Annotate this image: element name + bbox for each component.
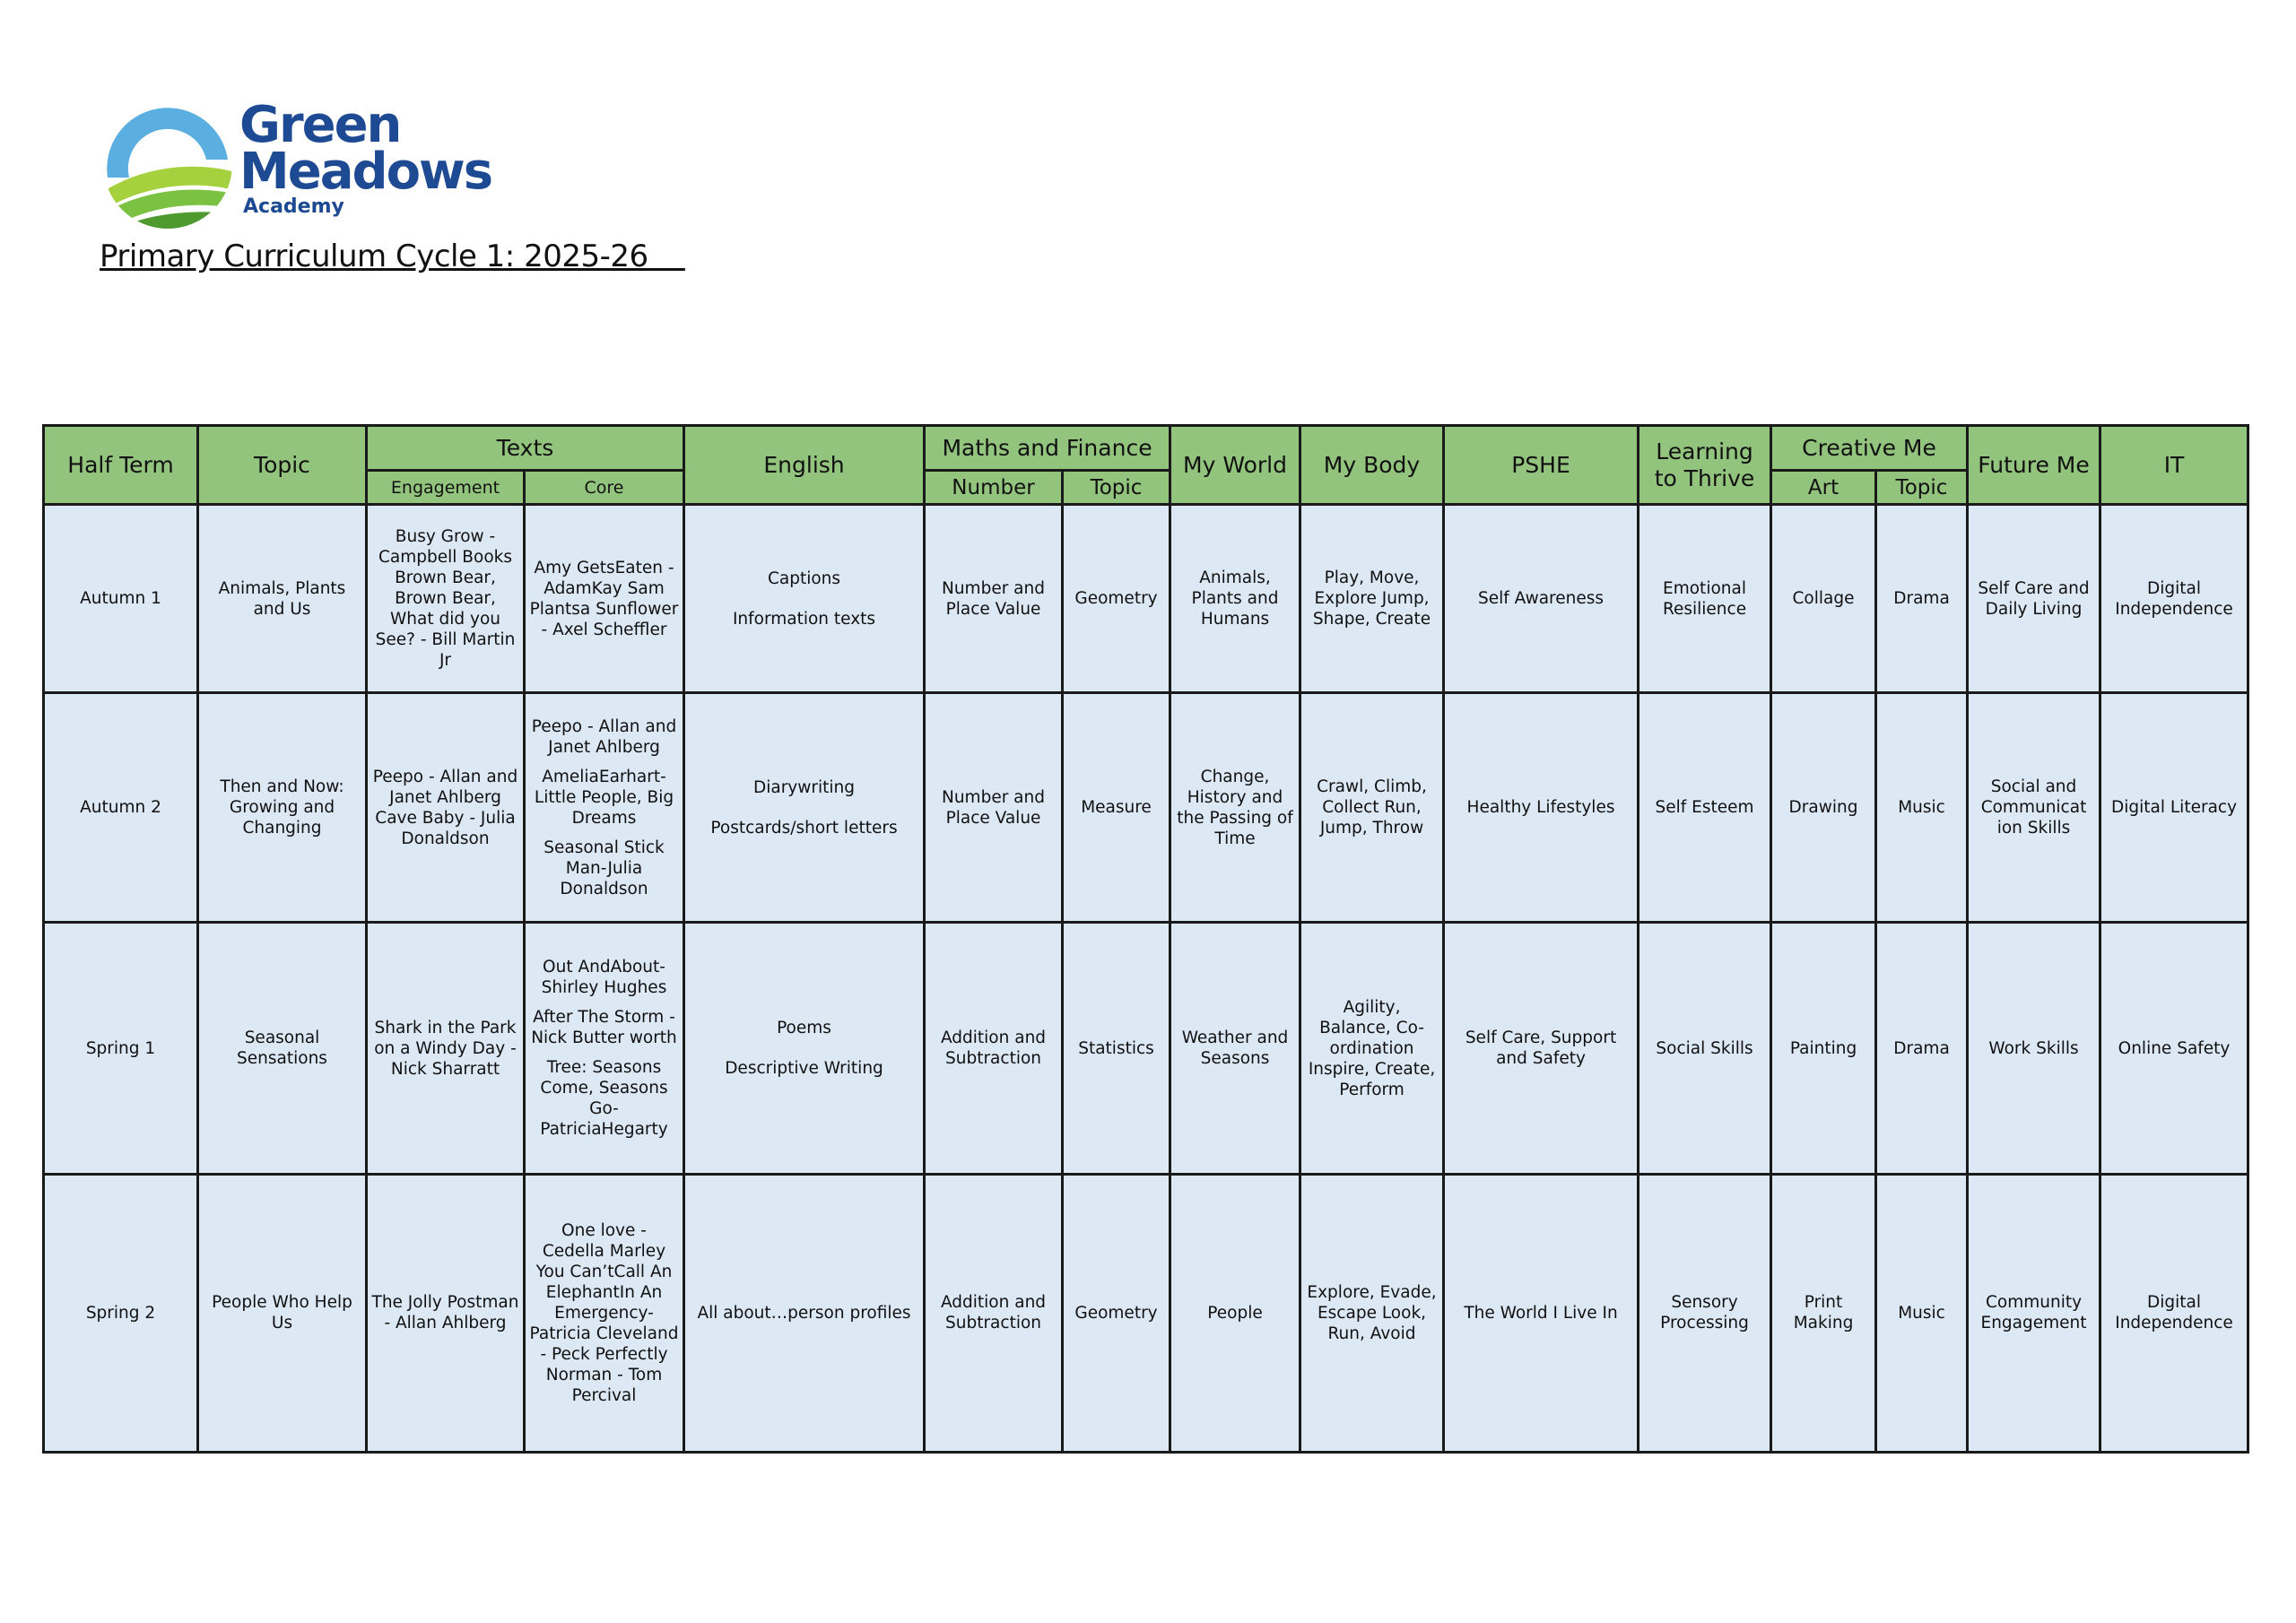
cell-topic: Animals, Plants and Us — [198, 505, 367, 693]
header-english: English — [684, 426, 925, 505]
cell-maths-topic: Geometry — [1063, 1174, 1170, 1452]
cell-pshe: Self Awareness — [1444, 505, 1639, 693]
core-text: Amy GetsEaten - AdamKay Sam Plantsa Sunflower - Axel Scheffler — [529, 558, 679, 639]
cell-engagement: The Jolly Postman - Allan Ahlberg — [367, 1174, 525, 1452]
cell-core — [525, 693, 684, 923]
english-text: Information texts — [732, 609, 876, 629]
english-text: All about…person profiles — [697, 1303, 911, 1323]
header-maths-topic: Topic — [1063, 471, 1170, 505]
table-row — [44, 1174, 2248, 1452]
cell-art: Drawing — [1771, 693, 1876, 923]
cell-maths-topic: Geometry — [1063, 505, 1170, 693]
cell-half-term: Autumn 2 — [44, 693, 198, 923]
header-learning-to-thrive: Learning to Thrive — [1639, 426, 1771, 505]
cell-half-term: Spring 1 — [44, 923, 198, 1174]
cell-my-body: Explore, Evade, Escape Look, Run, Avoid — [1300, 1174, 1444, 1452]
cell-learning: Self Esteem — [1639, 693, 1771, 923]
cell-future: Self Care and Daily Living — [1968, 505, 2100, 693]
cell-pshe: Self Care, Support and Safety — [1444, 923, 1639, 1174]
table-row — [44, 923, 2248, 1174]
table-row — [44, 693, 2248, 923]
logo-line-2: Meadows — [239, 143, 492, 201]
cell-maths-topic: Measure — [1063, 693, 1170, 923]
header-texts: Texts — [367, 426, 684, 471]
cell-engagement: Busy Grow - Campbell Books Brown Bear, Brown Bear, What did you See? - Bill Martin Jr — [367, 505, 525, 693]
english-text: Captions — [767, 568, 841, 588]
page-title: Primary Curriculum Cycle 1: 2025-26 — [100, 239, 685, 274]
cell-english — [684, 923, 925, 1174]
cell-creative-topic: Drama — [1876, 505, 1968, 693]
cell-maths-number: Number and Place Value — [925, 693, 1063, 923]
cell-engagement: Peepo - Allan and Janet Ahlberg Cave Baby - Julia Donaldson — [367, 693, 525, 923]
core-text: Seasonal Stick Man-Julia Donaldson — [544, 838, 665, 898]
cell-engagement: Shark in the Park on a Windy Day - Nick Sharratt — [367, 923, 525, 1174]
cell-art: Collage — [1771, 505, 1876, 693]
cell-maths-number: Number and Place Value — [925, 505, 1063, 693]
cell-english — [684, 505, 925, 693]
english-text: Poems — [777, 1019, 831, 1038]
cell-pshe: Healthy Lifestyles — [1444, 693, 1639, 923]
header-half-term: Half Term — [44, 426, 198, 505]
cell-my-world: Animals, Plants and Humans — [1170, 505, 1300, 693]
header-topic: Topic — [198, 426, 367, 505]
cell-english — [684, 1174, 925, 1452]
header-creative-topic: Topic — [1876, 471, 1968, 505]
core-text: Tree: Seasons Come, Seasons Go-PatriciaHegarty — [540, 1058, 668, 1140]
cell-maths-topic: Statistics — [1063, 923, 1170, 1174]
cell-maths-number: Addition and Subtraction — [925, 1174, 1063, 1452]
english-text: Diarywriting — [752, 777, 855, 797]
cell-creative-topic: Music — [1876, 1174, 1968, 1452]
header-future-me: Future Me — [1968, 426, 2100, 505]
cell-learning: Social Skills — [1639, 923, 1771, 1174]
cell-topic: Then and Now: Growing and Changing — [198, 693, 367, 923]
header-texts-engagement: Engagement — [367, 471, 525, 505]
english-text: Postcards/short letters — [710, 818, 898, 838]
cell-my-world: People — [1170, 1174, 1300, 1452]
cell-it: Digital Independence — [2100, 1174, 2248, 1452]
cell-learning: Emotional Resilience — [1639, 505, 1771, 693]
header-it: IT — [2100, 426, 2248, 505]
table-row — [44, 505, 2248, 693]
academy-logo — [100, 96, 492, 231]
logo-emblem-icon — [100, 97, 235, 231]
header-creative-art: Art — [1771, 471, 1876, 505]
cell-topic: Seasonal Sensations — [198, 923, 367, 1174]
cell-my-world: Change, History and the Passing of Time — [1170, 693, 1300, 923]
core-text: Out AndAbout-Shirley Hughes — [541, 958, 667, 998]
cell-my-body: Crawl, Climb, Collect Run, Jump, Throw — [1300, 693, 1444, 923]
header-texts-core: Core — [525, 471, 684, 505]
header-maths-number: Number — [925, 471, 1063, 505]
cell-creative-topic: Drama — [1876, 923, 1968, 1174]
logo-line-1: Green — [239, 96, 401, 154]
cell-it: Digital Independence — [2100, 505, 2248, 693]
header-my-body: My Body — [1300, 426, 1444, 505]
cell-core — [525, 505, 684, 693]
logo-wordmark — [239, 96, 492, 219]
cell-topic: People Who Help Us — [198, 1174, 367, 1452]
core-text: After The Storm - Nick Butter worth — [531, 1008, 677, 1048]
cell-half-term: Spring 2 — [44, 1174, 198, 1452]
cell-my-body: Agility, Balance, Co-ordination Inspire, Create, Perform — [1300, 923, 1444, 1174]
core-text: Peepo - Allan and Janet Ahlberg — [531, 716, 677, 757]
english-text: Descriptive Writing — [725, 1059, 883, 1079]
cell-it: Digital Literacy — [2100, 693, 2248, 923]
curriculum-table — [42, 424, 2249, 1454]
logo-line-3: Academy — [243, 195, 344, 218]
cell-maths-number: Addition and Subtraction — [925, 923, 1063, 1174]
cell-half-term: Autumn 1 — [44, 505, 198, 693]
core-text: One love - Cedella Marley You Can’tCall An ElephantIn An Emergency-Patricia Cleveland - Peck Perfectly Norman - Tom Percival — [529, 1220, 679, 1405]
cell-art: Painting — [1771, 923, 1876, 1174]
cell-my-body: Play, Move, Explore Jump, Shape, Create — [1300, 505, 1444, 693]
header-pshe: PSHE — [1444, 426, 1639, 505]
cell-future: Social and Communicat ion Skills — [1968, 693, 2100, 923]
cell-creative-topic: Music — [1876, 693, 1968, 923]
cell-english — [684, 693, 925, 923]
cell-art: Print Making — [1771, 1174, 1876, 1452]
cell-future: Community Engagement — [1968, 1174, 2100, 1452]
header-maths: Maths and Finance — [925, 426, 1170, 471]
header-my-world: My World — [1170, 426, 1300, 505]
cell-pshe: The World I Live In — [1444, 1174, 1639, 1452]
cell-it: Online Safety — [2100, 923, 2248, 1174]
cell-core — [525, 1174, 684, 1452]
cell-future: Work Skills — [1968, 923, 2100, 1174]
cell-my-world: Weather and Seasons — [1170, 923, 1300, 1174]
cell-core — [525, 923, 684, 1174]
core-text: AmeliaEarhart-Little People, Big Dreams — [534, 767, 674, 828]
header-creative-me: Creative Me — [1771, 426, 1968, 471]
cell-learning: Sensory Processing — [1639, 1174, 1771, 1452]
